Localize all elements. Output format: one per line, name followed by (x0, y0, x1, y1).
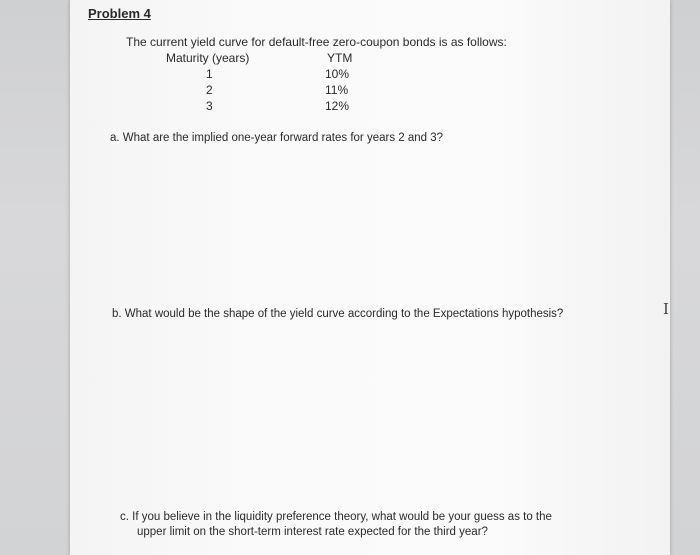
problem-title: Problem 4 (88, 6, 151, 21)
table-cell-maturity: 1 (206, 67, 213, 81)
text-cursor-icon: I (663, 300, 669, 318)
table-cell-ytm: 10% (325, 67, 350, 81)
table-cell-ytm: 11% (325, 83, 349, 97)
problem-intro: The current yield curve for default-free zero-coupon bonds is as follows: (126, 35, 507, 49)
question-b: b. What would be the shape of the yield curve according to the Expectations hypothesis? (112, 308, 564, 320)
question-c-line1: c. If you believe in the liquidity preference theory, what would be your guess as to the (120, 511, 552, 523)
question-c-line2: upper limit on the short-term interest rate expected for the third year? (137, 526, 488, 538)
table-cell-maturity: 3 (206, 99, 213, 113)
table-cell-maturity: 2 (206, 83, 213, 97)
question-a: a. What are the implied one-year forward rates for years 2 and 3? (110, 132, 444, 144)
table-header-maturity: Maturity (years) (166, 51, 250, 65)
table-cell-ytm: 12% (325, 99, 350, 113)
document-page (70, 0, 670, 555)
table-header-ytm: YTM (327, 51, 353, 65)
